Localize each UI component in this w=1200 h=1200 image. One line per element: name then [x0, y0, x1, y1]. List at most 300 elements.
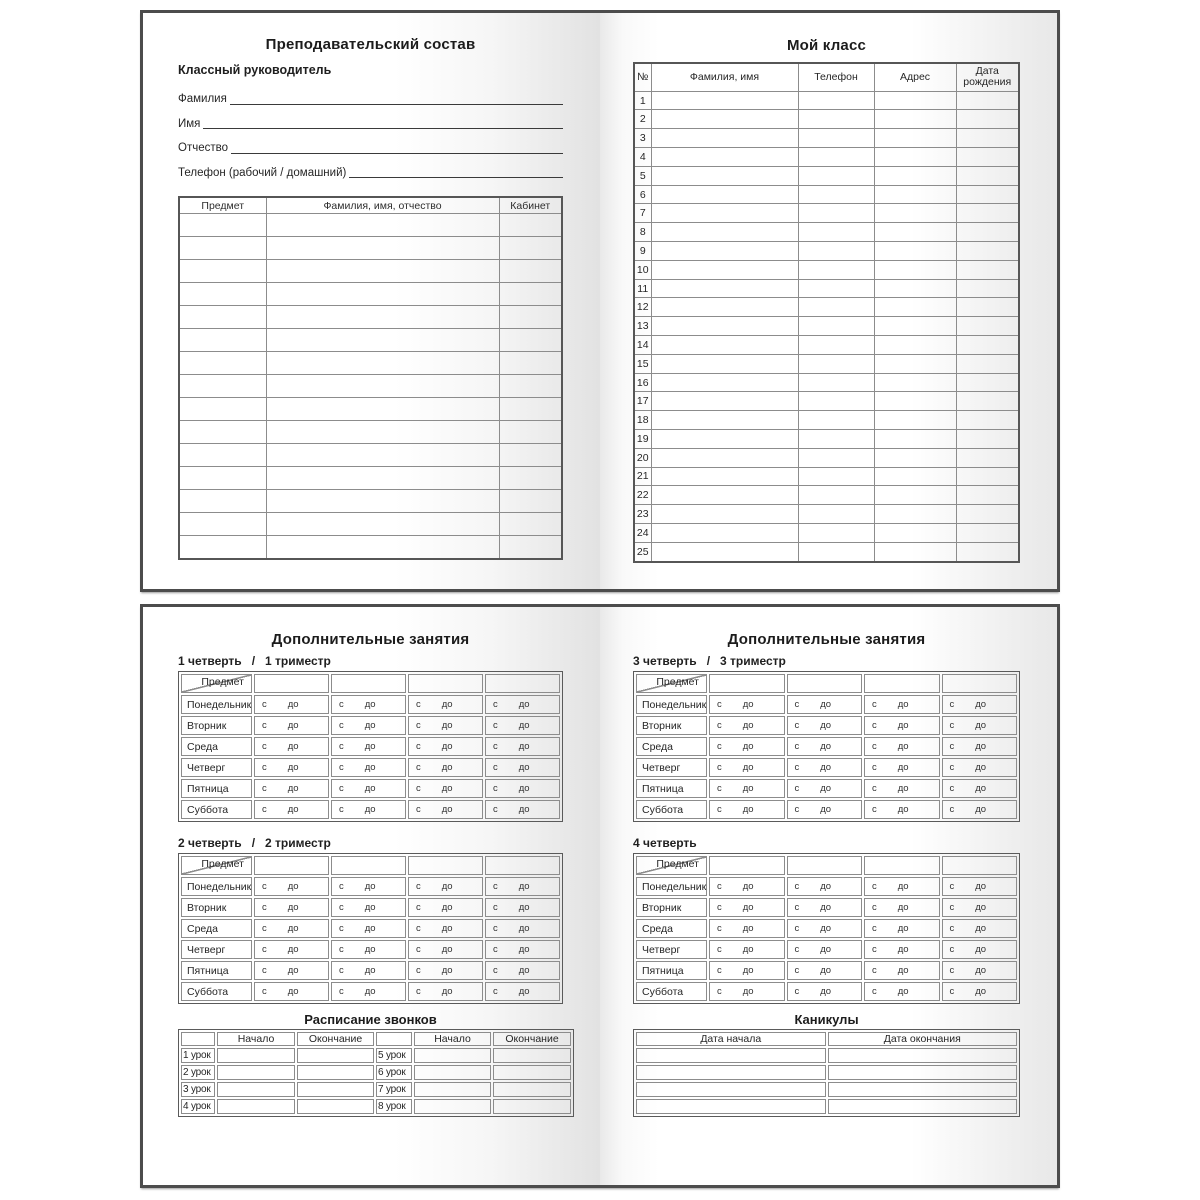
empty-cell	[266, 421, 499, 444]
from-label: с	[794, 804, 800, 815]
empty-cell	[266, 444, 499, 467]
empty-cell	[874, 373, 956, 392]
table-row	[179, 513, 562, 536]
table-row	[634, 373, 1019, 392]
to-label: до	[287, 699, 299, 710]
to-label: до	[820, 720, 832, 731]
field-label: Имя	[178, 117, 201, 130]
from-label: с	[717, 783, 722, 794]
field-underline	[231, 153, 563, 154]
from-label: с	[717, 986, 722, 997]
to-label: до	[820, 804, 832, 815]
empty-cell	[956, 129, 1019, 148]
from-label: с	[872, 944, 877, 955]
to-label: до	[742, 965, 754, 976]
schedule-day-row	[636, 695, 1017, 714]
table-row	[179, 352, 562, 375]
from-label: с	[949, 986, 955, 997]
schedule-day-row	[181, 877, 560, 896]
from-label: с	[416, 965, 421, 976]
time-slot-cell	[254, 758, 329, 777]
from-label: с	[872, 923, 877, 934]
table-row	[179, 398, 562, 421]
time-slot-cell	[408, 982, 483, 1001]
from-label: с	[949, 762, 955, 773]
subject-name-cell	[787, 674, 863, 693]
time-slot-cell	[864, 898, 940, 917]
empty-cell	[874, 505, 956, 524]
page-title: Преподавательский состав	[265, 36, 476, 53]
bells-row	[181, 1099, 571, 1114]
time-slot-cell	[942, 800, 1018, 819]
vacations-header-row	[636, 1032, 1017, 1046]
empty-cell	[798, 279, 874, 298]
from-label: с	[339, 699, 344, 710]
schedule-table-q3	[633, 671, 1020, 822]
empty-cell	[651, 392, 798, 411]
empty-cell	[798, 505, 874, 524]
time-slot-cell	[942, 919, 1018, 938]
bells-row	[181, 1048, 571, 1063]
from-label: с	[717, 741, 722, 752]
row-number: 9	[634, 242, 651, 261]
bells-title: Расписание звонков	[304, 1012, 437, 1027]
to-label: до	[742, 804, 754, 815]
time-slot-cell	[485, 800, 560, 819]
from-label: с	[794, 902, 800, 913]
to-label: до	[518, 944, 530, 955]
from-label: с	[416, 902, 421, 913]
schedule-day-row	[636, 877, 1017, 896]
table-row	[179, 467, 562, 490]
to-label: до	[287, 783, 299, 794]
empty-cell	[798, 430, 874, 449]
time-slot-cell	[942, 695, 1018, 714]
empty-cell	[956, 505, 1019, 524]
empty-cell	[956, 486, 1019, 505]
from-label: с	[339, 762, 344, 773]
subject-name-cell	[331, 674, 406, 693]
empty-cell	[956, 298, 1019, 317]
column-header-end-date: Дата окончания	[828, 1032, 1018, 1046]
empty-cell	[798, 260, 874, 279]
schedule-day-row	[636, 800, 1017, 819]
schedule-day-row	[636, 716, 1017, 735]
empty-cell	[956, 110, 1019, 129]
to-label: до	[441, 986, 453, 997]
table-row	[634, 260, 1019, 279]
from-label: с	[339, 923, 344, 934]
table-row	[634, 148, 1019, 167]
empty-cell	[798, 110, 874, 129]
empty-cell	[266, 237, 499, 260]
row-number: 25	[634, 542, 651, 561]
from-label: с	[794, 720, 800, 731]
row-number: 8	[634, 223, 651, 242]
table-row	[179, 444, 562, 467]
to-label: до	[742, 902, 754, 913]
from-label: с	[794, 699, 800, 710]
to-label: до	[897, 881, 909, 892]
empty-cell	[874, 166, 956, 185]
empty-cell	[499, 283, 562, 306]
empty-cell	[651, 505, 798, 524]
schedule-day-row	[636, 779, 1017, 798]
from-label: с	[262, 923, 267, 934]
to-label: до	[518, 741, 530, 752]
time-slot-cell	[787, 940, 863, 959]
time-slot-cell	[942, 737, 1018, 756]
column-header-subject: Предмет	[179, 197, 266, 214]
table-row	[634, 486, 1019, 505]
schedule-day-row	[181, 898, 560, 917]
to-label: до	[518, 720, 530, 731]
bells-row	[181, 1065, 571, 1080]
section-subtitle: 2 четверть / 2 триместр	[178, 836, 331, 850]
day-label: Среда	[181, 737, 252, 756]
from-label: с	[262, 902, 267, 913]
from-label: с	[262, 804, 267, 815]
schedule-header-row	[181, 856, 560, 875]
time-slot-cell	[787, 800, 863, 819]
empty-cell	[217, 1099, 295, 1114]
empty-cell	[798, 392, 874, 411]
to-label: до	[518, 902, 530, 913]
column-header-end: Окончание	[297, 1032, 374, 1046]
from-label: с	[339, 804, 344, 815]
schedule-day-row	[181, 695, 560, 714]
from-label: с	[416, 720, 421, 731]
from-label: с	[493, 944, 498, 955]
time-slot-cell	[331, 695, 406, 714]
time-slot-cell	[254, 982, 329, 1001]
lesson-label: 5 урок	[376, 1048, 412, 1063]
subject-name-cell	[331, 856, 406, 875]
subject-name-cell	[254, 856, 329, 875]
teachers-table	[178, 196, 563, 560]
empty-cell	[956, 91, 1019, 110]
to-label: до	[287, 720, 299, 731]
field-row	[178, 106, 563, 131]
section-subtitle: 4 четверть	[633, 836, 697, 850]
day-label: Понедельник	[636, 695, 707, 714]
to-label: до	[364, 881, 376, 892]
day-label: Четверг	[636, 758, 707, 777]
empty-cell	[874, 430, 956, 449]
row-number: 24	[634, 523, 651, 542]
empty-cell	[499, 490, 562, 513]
schedule-day-row	[181, 961, 560, 980]
day-label: Четверг	[636, 940, 707, 959]
day-label: Пятница	[636, 961, 707, 980]
schedule-day-row	[636, 940, 1017, 959]
empty-cell	[874, 317, 956, 336]
from-label: с	[262, 944, 267, 955]
column-header-number: №	[634, 63, 651, 91]
time-slot-cell	[485, 898, 560, 917]
time-slot-cell	[709, 737, 785, 756]
day-label: Вторник	[636, 898, 707, 917]
time-slot-cell	[709, 800, 785, 819]
empty-cell	[217, 1048, 295, 1063]
from-label: с	[717, 699, 722, 710]
time-slot-cell	[485, 982, 560, 1001]
from-label: с	[339, 944, 344, 955]
table-row	[634, 185, 1019, 204]
to-label: до	[441, 944, 453, 955]
row-number: 7	[634, 204, 651, 223]
row-number: 21	[634, 467, 651, 486]
to-label: до	[820, 986, 832, 997]
time-slot-cell	[709, 758, 785, 777]
from-label: с	[794, 965, 800, 976]
empty-cell	[179, 306, 266, 329]
empty-cell	[956, 448, 1019, 467]
empty-cell	[651, 354, 798, 373]
to-label: до	[287, 902, 299, 913]
empty-cell	[297, 1099, 374, 1114]
time-slot-cell	[942, 961, 1018, 980]
from-label: с	[717, 762, 722, 773]
empty-cell	[266, 375, 499, 398]
lesson-label: 4 урок	[181, 1099, 215, 1114]
empty-cell	[874, 523, 956, 542]
schedule-day-row	[636, 758, 1017, 777]
class-list-table	[633, 62, 1020, 563]
to-label: до	[975, 804, 987, 815]
time-slot-cell	[408, 877, 483, 896]
empty-cell	[956, 185, 1019, 204]
bells-table	[178, 1029, 574, 1117]
empty-cell	[266, 513, 499, 536]
to-label: до	[742, 923, 754, 934]
empty-cell	[874, 129, 956, 148]
empty-cell	[798, 317, 874, 336]
lesson-label: 3 урок	[181, 1082, 215, 1097]
empty-cell	[956, 354, 1019, 373]
row-number: 14	[634, 336, 651, 355]
page-my-class	[600, 13, 1057, 589]
from-label: с	[262, 881, 267, 892]
time-slot-cell	[942, 898, 1018, 917]
empty-cell	[874, 486, 956, 505]
from-label: с	[416, 741, 421, 752]
schedule-day-row	[636, 961, 1017, 980]
subject-corner-cell	[636, 856, 707, 875]
table-row	[179, 283, 562, 306]
time-slot-cell	[485, 940, 560, 959]
from-label: с	[794, 986, 800, 997]
empty-cell	[798, 91, 874, 110]
subject-name-cell	[408, 856, 483, 875]
empty-cell	[651, 317, 798, 336]
empty-cell	[266, 467, 499, 490]
teachers-header-row	[179, 197, 562, 214]
empty-cell	[874, 242, 956, 261]
table-row	[634, 354, 1019, 373]
table-row	[636, 1099, 1017, 1114]
from-label: с	[339, 741, 344, 752]
from-label: с	[717, 902, 722, 913]
to-label: до	[742, 720, 754, 731]
to-label: до	[441, 902, 453, 913]
field-row	[178, 130, 563, 155]
empty-cell	[651, 448, 798, 467]
time-slot-cell	[254, 737, 329, 756]
from-label: с	[794, 741, 800, 752]
time-slot-cell	[787, 737, 863, 756]
from-label: с	[416, 762, 421, 773]
to-label: до	[897, 944, 909, 955]
row-number: 18	[634, 411, 651, 430]
row-number: 16	[634, 373, 651, 392]
subject-name-cell	[942, 856, 1018, 875]
day-label: Пятница	[636, 779, 707, 798]
table-row	[179, 260, 562, 283]
to-label: до	[364, 986, 376, 997]
to-label: до	[897, 741, 909, 752]
row-number: 13	[634, 317, 651, 336]
field-label: Фамилия	[178, 93, 227, 105]
empty-cell	[956, 260, 1019, 279]
time-slot-cell	[709, 982, 785, 1001]
empty-cell	[499, 352, 562, 375]
day-label: Суббота	[181, 800, 252, 819]
day-label: Вторник	[181, 898, 252, 917]
from-label: с	[493, 762, 498, 773]
from-label: с	[872, 699, 877, 710]
empty-cell	[956, 242, 1019, 261]
time-slot-cell	[787, 695, 863, 714]
lesson-label: 2 урок	[181, 1065, 215, 1080]
day-label: Среда	[636, 737, 707, 756]
subject-name-cell	[787, 856, 863, 875]
time-slot-cell	[864, 940, 940, 959]
corner-label: Предмет	[656, 676, 699, 688]
from-label: с	[493, 881, 498, 892]
from-label: с	[339, 902, 344, 913]
empty-cell	[798, 523, 874, 542]
to-label: до	[518, 699, 530, 710]
row-number: 11	[634, 279, 651, 298]
time-slot-cell	[709, 779, 785, 798]
time-slot-cell	[408, 940, 483, 959]
time-slot-cell	[864, 800, 940, 819]
vacations-title: Каникулы	[794, 1012, 859, 1027]
day-label: Суббота	[636, 982, 707, 1001]
bells-header-row	[181, 1032, 571, 1046]
schedule-header-row	[636, 674, 1017, 693]
empty-cell	[874, 279, 956, 298]
time-slot-cell	[709, 919, 785, 938]
empty-cell	[179, 421, 266, 444]
from-label: с	[416, 944, 421, 955]
empty-cell	[651, 486, 798, 505]
from-label: с	[872, 783, 877, 794]
table-row	[634, 336, 1019, 355]
row-number: 3	[634, 129, 651, 148]
lesson-label: 7 урок	[376, 1082, 412, 1097]
table-row	[634, 411, 1019, 430]
time-slot-cell	[331, 779, 406, 798]
from-label: с	[949, 902, 955, 913]
from-label: с	[493, 804, 498, 815]
from-label: с	[339, 783, 344, 794]
table-row	[634, 204, 1019, 223]
to-label: до	[820, 762, 832, 773]
day-label: Четверг	[181, 940, 252, 959]
from-label: с	[493, 965, 498, 976]
time-slot-cell	[331, 919, 406, 938]
to-label: до	[364, 804, 376, 815]
empty-cell	[798, 242, 874, 261]
time-slot-cell	[254, 800, 329, 819]
empty-cell	[651, 336, 798, 355]
row-number: 1	[634, 91, 651, 110]
empty-header-cell	[181, 1032, 215, 1046]
empty-cell	[179, 398, 266, 421]
from-label: с	[949, 741, 955, 752]
schedule-day-row	[636, 919, 1017, 938]
empty-cell	[874, 411, 956, 430]
empty-header-cell	[376, 1032, 412, 1046]
table-row	[634, 448, 1019, 467]
empty-cell	[798, 448, 874, 467]
to-label: до	[364, 965, 376, 976]
from-label: с	[416, 804, 421, 815]
table-row	[179, 306, 562, 329]
empty-cell	[266, 283, 499, 306]
empty-cell	[956, 542, 1019, 561]
to-label: до	[975, 902, 987, 913]
time-slot-cell	[864, 758, 940, 777]
page-title: Дополнительные занятия	[271, 631, 470, 648]
table-row	[634, 242, 1019, 261]
time-slot-cell	[485, 737, 560, 756]
empty-cell	[956, 373, 1019, 392]
section-subtitle: 1 четверть / 1 триместр	[178, 654, 331, 668]
table-row	[634, 505, 1019, 524]
to-label: до	[975, 965, 987, 976]
field-label: Отчество	[178, 142, 228, 154]
to-label: до	[820, 923, 832, 934]
schedule-day-row	[636, 737, 1017, 756]
empty-cell	[266, 214, 499, 237]
empty-cell	[874, 448, 956, 467]
empty-cell	[179, 467, 266, 490]
to-label: до	[820, 902, 832, 913]
schedule-day-row	[181, 737, 560, 756]
time-slot-cell	[709, 898, 785, 917]
from-label: с	[872, 741, 877, 752]
empty-cell	[798, 336, 874, 355]
empty-cell	[493, 1082, 571, 1097]
from-label: с	[493, 741, 498, 752]
empty-cell	[828, 1099, 1018, 1114]
time-slot-cell	[942, 940, 1018, 959]
time-slot-cell	[942, 877, 1018, 896]
time-slot-cell	[254, 779, 329, 798]
to-label: до	[287, 965, 299, 976]
from-label: с	[872, 986, 877, 997]
empty-cell	[956, 523, 1019, 542]
from-label: с	[416, 923, 421, 934]
row-number: 15	[634, 354, 651, 373]
table-row	[634, 430, 1019, 449]
time-slot-cell	[254, 898, 329, 917]
to-label: до	[518, 783, 530, 794]
time-slot-cell	[787, 758, 863, 777]
